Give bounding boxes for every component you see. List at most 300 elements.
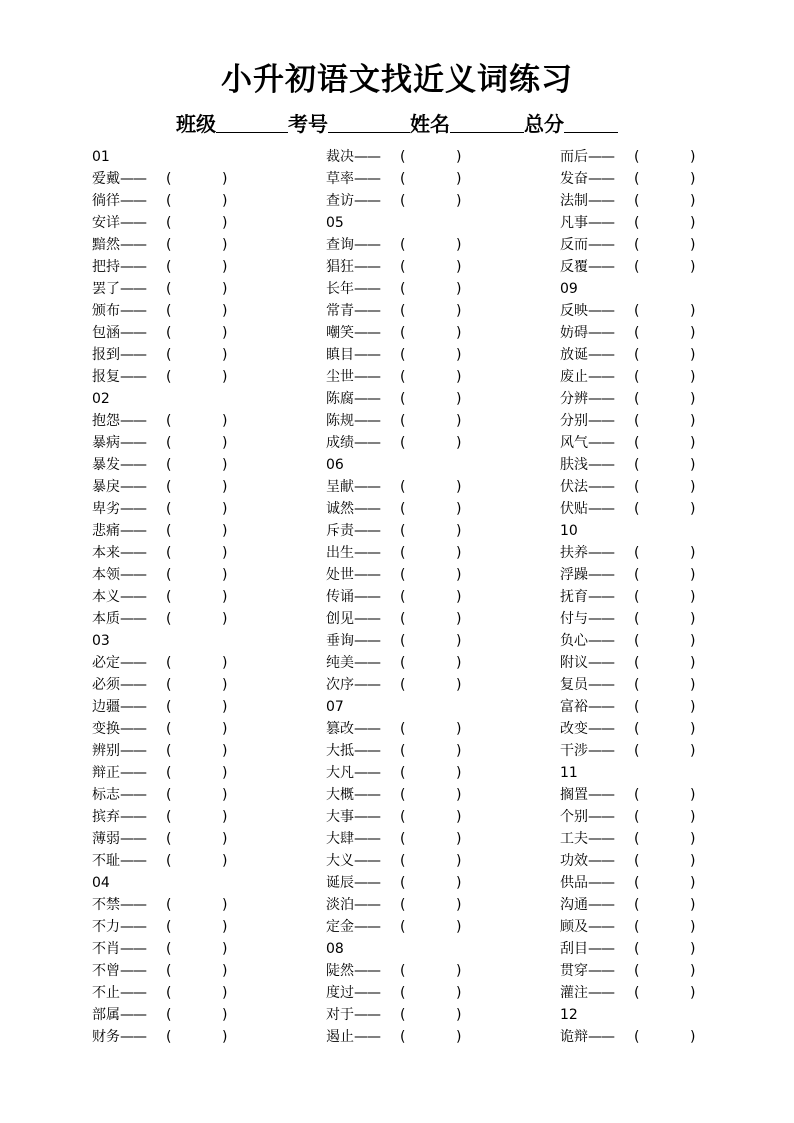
answer-paren-open[interactable]: (	[400, 1007, 406, 1023]
answer-paren-open[interactable]: (	[634, 325, 640, 341]
exercise-item	[92, 696, 322, 718]
answer-paren-open[interactable]: (	[634, 589, 640, 605]
answer-paren-open[interactable]: (	[166, 589, 172, 605]
answer-paren-close[interactable]: )	[690, 809, 696, 825]
answer-paren-close[interactable]: )	[222, 369, 228, 385]
exercise-word: 陈规	[326, 413, 354, 429]
answer-paren-open[interactable]: (	[166, 303, 172, 319]
answer-paren-close[interactable]: )	[222, 853, 228, 869]
answer-paren-open[interactable]: (	[634, 897, 640, 913]
answer-paren-open[interactable]: (	[166, 171, 172, 187]
answer-paren-close[interactable]: )	[690, 171, 696, 187]
answer-paren-close[interactable]: )	[690, 501, 696, 517]
answer-paren-open[interactable]: (	[634, 237, 640, 253]
answer-paren-close[interactable]: )	[456, 171, 462, 187]
answer-paren-close[interactable]: )	[456, 853, 462, 869]
answer-paren-open[interactable]: (	[634, 545, 640, 561]
answer-paren-close[interactable]: )	[690, 589, 696, 605]
answer-paren-open[interactable]: (	[400, 523, 406, 539]
answer-paren-open[interactable]: (	[634, 655, 640, 671]
exercise-item	[560, 850, 790, 872]
answer-paren-close[interactable]: )	[690, 875, 696, 891]
answer-paren-close[interactable]: )	[456, 985, 462, 1001]
answer-paren-close[interactable]: )	[456, 501, 462, 517]
dash: ——	[354, 281, 380, 297]
dash: ——	[120, 897, 146, 913]
answer-paren-close[interactable]: )	[456, 787, 462, 803]
answer-paren-close[interactable]: )	[690, 567, 696, 583]
answer-paren-open[interactable]: (	[400, 897, 406, 913]
answer-paren-close[interactable]: )	[222, 699, 228, 715]
exercise-item	[92, 256, 322, 278]
exercise-word: 标志	[92, 787, 120, 803]
answer-paren-open[interactable]: (	[166, 655, 172, 671]
answer-paren-open[interactable]: (	[634, 435, 640, 451]
answer-paren-open[interactable]: (	[400, 1029, 406, 1045]
answer-paren-open[interactable]: (	[634, 853, 640, 869]
answer-paren-close[interactable]: )	[222, 743, 228, 759]
answer-paren-open[interactable]: (	[166, 919, 172, 935]
answer-paren-close[interactable]: )	[222, 193, 228, 209]
answer-paren-close[interactable]: )	[222, 721, 228, 737]
exercise-item	[92, 960, 322, 982]
answer-paren-open[interactable]: (	[634, 479, 640, 495]
answer-paren-close[interactable]: )	[690, 853, 696, 869]
exercise-item	[560, 872, 790, 894]
exercise-word: 大凡	[326, 765, 354, 781]
answer-paren-open[interactable]: (	[166, 325, 172, 341]
answer-paren-open[interactable]: (	[634, 875, 640, 891]
answer-paren-open[interactable]: (	[166, 1029, 172, 1045]
answer-paren-open[interactable]: (	[400, 831, 406, 847]
exercise-word: 废止	[560, 369, 588, 385]
exercise-column-3	[560, 146, 790, 1048]
exercise-item	[560, 300, 790, 322]
answer-paren-open[interactable]: (	[166, 809, 172, 825]
answer-paren-open[interactable]: (	[400, 149, 406, 165]
answer-paren-close[interactable]: )	[456, 831, 462, 847]
answer-paren-open[interactable]: (	[166, 963, 172, 979]
answer-paren-open[interactable]: (	[634, 259, 640, 275]
answer-paren-open[interactable]: (	[166, 985, 172, 1001]
answer-paren-close[interactable]: )	[456, 897, 462, 913]
dash: ——	[354, 369, 380, 385]
answer-paren-close[interactable]: )	[456, 281, 462, 297]
answer-paren-open[interactable]: (	[634, 941, 640, 957]
answer-paren-open[interactable]: (	[634, 787, 640, 803]
answer-paren-close[interactable]: )	[456, 743, 462, 759]
dash: ——	[120, 655, 146, 671]
answer-paren-open[interactable]: (	[634, 149, 640, 165]
answer-paren-close[interactable]: )	[456, 633, 462, 649]
answer-paren-open[interactable]: (	[400, 611, 406, 627]
answer-paren-open[interactable]: (	[634, 171, 640, 187]
answer-paren-open[interactable]: (	[400, 193, 406, 209]
exercise-word: 必须	[92, 677, 120, 693]
exercise-item	[92, 278, 322, 300]
answer-paren-open[interactable]: (	[166, 677, 172, 693]
dash: ——	[120, 369, 146, 385]
answer-paren-close[interactable]: )	[222, 787, 228, 803]
answer-paren-open[interactable]: (	[400, 765, 406, 781]
exercise-item	[92, 652, 322, 674]
answer-paren-open[interactable]: (	[400, 413, 406, 429]
section-number: 07	[326, 699, 344, 715]
answer-paren-close[interactable]: )	[222, 435, 228, 451]
answer-paren-open[interactable]: (	[166, 941, 172, 957]
answer-paren-close[interactable]: )	[456, 435, 462, 451]
answer-paren-open[interactable]: (	[400, 347, 406, 363]
answer-paren-open[interactable]: (	[166, 787, 172, 803]
answer-paren-close[interactable]: )	[456, 545, 462, 561]
exercise-word: 传诵	[326, 589, 354, 605]
answer-paren-close[interactable]: )	[222, 413, 228, 429]
answer-paren-close[interactable]: )	[222, 237, 228, 253]
exercise-word: 包涵	[92, 325, 120, 341]
answer-paren-close[interactable]: )	[690, 897, 696, 913]
answer-paren-close[interactable]: )	[456, 655, 462, 671]
answer-paren-open[interactable]: (	[166, 765, 172, 781]
dash: ——	[120, 325, 146, 341]
answer-paren-open[interactable]: (	[634, 1029, 640, 1045]
dash: ——	[354, 479, 380, 495]
answer-paren-close[interactable]: )	[222, 897, 228, 913]
answer-paren-close[interactable]: )	[690, 237, 696, 253]
answer-paren-close[interactable]: )	[222, 765, 228, 781]
answer-paren-open[interactable]: (	[166, 347, 172, 363]
answer-paren-open[interactable]: (	[400, 721, 406, 737]
answer-paren-close[interactable]: )	[222, 985, 228, 1001]
exercise-item	[560, 256, 790, 278]
exercise-word: 猖狂	[326, 259, 354, 275]
answer-paren-open[interactable]: (	[400, 237, 406, 253]
answer-paren-close[interactable]: )	[456, 963, 462, 979]
answer-paren-close[interactable]: )	[690, 677, 696, 693]
answer-paren-close[interactable]: )	[456, 303, 462, 319]
exercise-word: 陈腐	[326, 391, 354, 407]
exercise-word: 大事	[326, 809, 354, 825]
answer-paren-close[interactable]: )	[690, 699, 696, 715]
answer-paren-close[interactable]: )	[690, 435, 696, 451]
dash: ——	[588, 567, 614, 583]
answer-paren-close[interactable]: )	[690, 743, 696, 759]
answer-paren-open[interactable]: (	[400, 853, 406, 869]
exercise-word: 对于	[326, 1007, 354, 1023]
answer-paren-open[interactable]: (	[634, 391, 640, 407]
dash: ——	[354, 523, 380, 539]
exercise-word: 法制	[560, 193, 588, 209]
answer-paren-close[interactable]: )	[690, 347, 696, 363]
dash: ——	[120, 1007, 146, 1023]
answer-paren-open[interactable]: (	[400, 633, 406, 649]
answer-paren-close[interactable]: )	[456, 347, 462, 363]
answer-paren-open[interactable]: (	[400, 259, 406, 275]
answer-paren-close[interactable]: )	[222, 589, 228, 605]
answer-paren-close[interactable]: )	[222, 523, 228, 539]
answer-paren-close[interactable]: )	[456, 611, 462, 627]
answer-paren-close[interactable]: )	[690, 479, 696, 495]
answer-paren-open[interactable]: (	[166, 897, 172, 913]
answer-paren-open[interactable]: (	[634, 567, 640, 583]
answer-paren-open[interactable]: (	[166, 721, 172, 737]
answer-paren-close[interactable]: )	[690, 369, 696, 385]
total-blank[interactable]	[564, 112, 618, 133]
exercise-item	[92, 564, 322, 586]
answer-paren-open[interactable]: (	[166, 567, 172, 583]
exercise-item	[92, 938, 322, 960]
answer-paren-close[interactable]: )	[690, 215, 696, 231]
dash: ——	[588, 347, 614, 363]
answer-paren-close[interactable]: )	[690, 303, 696, 319]
exercise-word: 诞辰	[326, 875, 354, 891]
answer-paren-open[interactable]: (	[634, 215, 640, 231]
answer-paren-close[interactable]: )	[690, 721, 696, 737]
exercise-item	[560, 476, 790, 498]
answer-paren-open[interactable]: (	[400, 281, 406, 297]
answer-paren-close[interactable]: )	[456, 193, 462, 209]
dash: ——	[354, 677, 380, 693]
exercise-word: 分别	[560, 413, 588, 429]
answer-paren-close[interactable]: )	[456, 369, 462, 385]
answer-paren-close[interactable]: )	[456, 149, 462, 165]
answer-paren-open[interactable]: (	[400, 985, 406, 1001]
class-blank[interactable]	[216, 112, 288, 133]
answer-paren-close[interactable]: )	[222, 501, 228, 517]
answer-paren-open[interactable]: (	[166, 369, 172, 385]
answer-paren-open[interactable]: (	[400, 875, 406, 891]
answer-paren-open[interactable]: (	[634, 347, 640, 363]
answer-paren-close[interactable]: )	[222, 655, 228, 671]
answer-paren-close[interactable]: )	[456, 391, 462, 407]
exercise-word: 本领	[92, 567, 120, 583]
answer-paren-open[interactable]: (	[634, 743, 640, 759]
section-number: 11	[560, 765, 578, 781]
exercise-word: 刮目	[560, 941, 588, 957]
answer-paren-close[interactable]: )	[456, 677, 462, 693]
exercise-word: 黯然	[92, 237, 120, 253]
exercise-word: 抚育	[560, 589, 588, 605]
answer-paren-close[interactable]: )	[222, 171, 228, 187]
answer-paren-open[interactable]: (	[166, 501, 172, 517]
name-blank[interactable]	[450, 112, 524, 133]
answer-paren-close[interactable]: )	[690, 919, 696, 935]
answer-paren-open[interactable]: (	[400, 809, 406, 825]
answer-paren-close[interactable]: )	[456, 259, 462, 275]
dash: ——	[588, 963, 614, 979]
answer-paren-close[interactable]: )	[456, 721, 462, 737]
page-title: 小升初语文找近义词练习	[221, 62, 573, 98]
answer-paren-open[interactable]: (	[400, 589, 406, 605]
answer-paren-open[interactable]: (	[166, 853, 172, 869]
answer-paren-open[interactable]: (	[166, 457, 172, 473]
answer-paren-close[interactable]: )	[690, 831, 696, 847]
exercise-item	[326, 674, 556, 696]
answer-paren-open[interactable]: (	[166, 545, 172, 561]
exercise-item	[326, 542, 556, 564]
exercise-item	[560, 212, 790, 234]
answer-paren-open[interactable]: (	[634, 699, 640, 715]
exercise-item	[92, 168, 322, 190]
answer-paren-open[interactable]: (	[400, 787, 406, 803]
answer-paren-open[interactable]: (	[634, 985, 640, 1001]
answer-paren-close[interactable]: )	[456, 325, 462, 341]
answer-paren-open[interactable]: (	[400, 919, 406, 935]
exercise-item	[560, 982, 790, 1004]
answer-paren-close[interactable]: )	[456, 809, 462, 825]
answer-paren-close[interactable]: )	[222, 1007, 228, 1023]
answer-paren-open[interactable]: (	[166, 215, 172, 231]
answer-paren-close[interactable]: )	[222, 259, 228, 275]
exercise-item	[326, 762, 556, 784]
answer-paren-close[interactable]: )	[222, 677, 228, 693]
answer-paren-close[interactable]: )	[690, 985, 696, 1001]
answer-paren-close[interactable]: )	[690, 963, 696, 979]
answer-paren-close[interactable]: )	[222, 567, 228, 583]
answer-paren-open[interactable]: (	[166, 413, 172, 429]
answer-paren-open[interactable]: (	[634, 457, 640, 473]
answer-paren-open[interactable]: (	[166, 237, 172, 253]
answer-paren-close[interactable]: )	[690, 413, 696, 429]
answer-paren-open[interactable]: (	[166, 259, 172, 275]
answer-paren-close[interactable]: )	[222, 809, 228, 825]
exercise-word: 斥责	[326, 523, 354, 539]
answer-paren-close[interactable]: )	[456, 523, 462, 539]
answer-paren-close[interactable]: )	[222, 919, 228, 935]
dash: ——	[120, 259, 146, 275]
answer-paren-close[interactable]: )	[222, 831, 228, 847]
answer-paren-open[interactable]: (	[634, 721, 640, 737]
answer-paren-open[interactable]: (	[166, 193, 172, 209]
answer-paren-close[interactable]: )	[222, 941, 228, 957]
answer-paren-open[interactable]: (	[634, 193, 640, 209]
exam-no-blank[interactable]	[328, 112, 410, 133]
exercise-item	[92, 432, 322, 454]
answer-paren-close[interactable]: )	[690, 941, 696, 957]
answer-paren-close[interactable]: )	[222, 281, 228, 297]
answer-paren-open[interactable]: (	[634, 611, 640, 627]
answer-paren-close[interactable]: )	[456, 1029, 462, 1045]
section-number: 12	[560, 1007, 578, 1023]
answer-paren-open[interactable]: (	[634, 369, 640, 385]
answer-paren-close[interactable]: )	[690, 325, 696, 341]
answer-paren-open[interactable]: (	[400, 391, 406, 407]
answer-paren-close[interactable]: )	[456, 589, 462, 605]
exercise-item	[326, 234, 556, 256]
answer-paren-open[interactable]: (	[634, 677, 640, 693]
answer-paren-close[interactable]: )	[222, 611, 228, 627]
answer-paren-open[interactable]: (	[400, 171, 406, 187]
answer-paren-close[interactable]: )	[456, 237, 462, 253]
dash: ——	[588, 655, 614, 671]
exercise-word: 扶养	[560, 545, 588, 561]
answer-paren-open[interactable]: (	[400, 501, 406, 517]
exercise-word: 定金	[326, 919, 354, 935]
answer-paren-open[interactable]: (	[166, 611, 172, 627]
answer-paren-close[interactable]: )	[222, 1029, 228, 1045]
dash: ——	[588, 721, 614, 737]
answer-paren-close[interactable]: )	[456, 413, 462, 429]
answer-paren-open[interactable]: (	[634, 919, 640, 935]
answer-paren-close[interactable]: )	[456, 765, 462, 781]
dash: ——	[588, 941, 614, 957]
answer-paren-close[interactable]: )	[690, 391, 696, 407]
answer-paren-close[interactable]: )	[456, 567, 462, 583]
exercise-item	[326, 608, 556, 630]
answer-paren-open[interactable]: (	[634, 501, 640, 517]
answer-paren-close[interactable]: )	[456, 875, 462, 891]
answer-paren-open[interactable]: (	[400, 963, 406, 979]
answer-paren-open[interactable]: (	[166, 281, 172, 297]
answer-paren-close[interactable]: )	[690, 1029, 696, 1045]
exercise-item	[92, 366, 322, 388]
answer-paren-open[interactable]: (	[166, 523, 172, 539]
dash: ——	[120, 545, 146, 561]
answer-paren-open[interactable]: (	[400, 545, 406, 561]
answer-paren-open[interactable]: (	[400, 743, 406, 759]
answer-paren-open[interactable]: (	[166, 1007, 172, 1023]
answer-paren-open[interactable]: (	[166, 435, 172, 451]
exercise-word: 浮躁	[560, 567, 588, 583]
exercise-word: 呈献	[326, 479, 354, 495]
answer-paren-open[interactable]: (	[634, 809, 640, 825]
exercise-word: 贯穿	[560, 963, 588, 979]
dash: ——	[354, 919, 380, 935]
answer-paren-close[interactable]: )	[690, 611, 696, 627]
answer-paren-open[interactable]: (	[634, 963, 640, 979]
answer-paren-close[interactable]: )	[690, 655, 696, 671]
answer-paren-close[interactable]: )	[690, 787, 696, 803]
answer-paren-close[interactable]: )	[222, 963, 228, 979]
answer-paren-open[interactable]: (	[634, 831, 640, 847]
dash: ——	[120, 699, 146, 715]
answer-paren-open[interactable]: (	[166, 699, 172, 715]
answer-paren-open[interactable]: (	[400, 677, 406, 693]
answer-paren-close[interactable]: )	[222, 545, 228, 561]
answer-paren-open[interactable]: (	[634, 303, 640, 319]
answer-paren-close[interactable]: )	[222, 479, 228, 495]
answer-paren-open[interactable]: (	[400, 303, 406, 319]
answer-paren-close[interactable]: )	[690, 149, 696, 165]
answer-paren-close[interactable]: )	[222, 457, 228, 473]
dash: ——	[354, 589, 380, 605]
answer-paren-close[interactable]: )	[222, 325, 228, 341]
answer-paren-open[interactable]: (	[400, 567, 406, 583]
answer-paren-open[interactable]: (	[400, 655, 406, 671]
answer-paren-close[interactable]: )	[456, 919, 462, 935]
answer-paren-close[interactable]: )	[456, 1007, 462, 1023]
answer-paren-close[interactable]: )	[222, 303, 228, 319]
answer-paren-close[interactable]: )	[690, 193, 696, 209]
answer-paren-close[interactable]: )	[222, 347, 228, 363]
answer-paren-open[interactable]: (	[166, 479, 172, 495]
answer-paren-open[interactable]: (	[400, 479, 406, 495]
exercise-item	[326, 344, 556, 366]
answer-paren-close[interactable]: )	[690, 633, 696, 649]
answer-paren-close[interactable]: )	[690, 545, 696, 561]
answer-paren-open[interactable]: (	[634, 633, 640, 649]
answer-paren-close[interactable]: )	[222, 215, 228, 231]
answer-paren-close[interactable]: )	[456, 479, 462, 495]
answer-paren-open[interactable]: (	[634, 413, 640, 429]
answer-paren-open[interactable]: (	[400, 369, 406, 385]
answer-paren-open[interactable]: (	[166, 831, 172, 847]
answer-paren-open[interactable]: (	[400, 325, 406, 341]
answer-paren-open[interactable]: (	[400, 435, 406, 451]
answer-paren-open[interactable]: (	[166, 743, 172, 759]
answer-paren-close[interactable]: )	[690, 259, 696, 275]
exercise-word: 处世	[326, 567, 354, 583]
answer-paren-close[interactable]: )	[690, 457, 696, 473]
